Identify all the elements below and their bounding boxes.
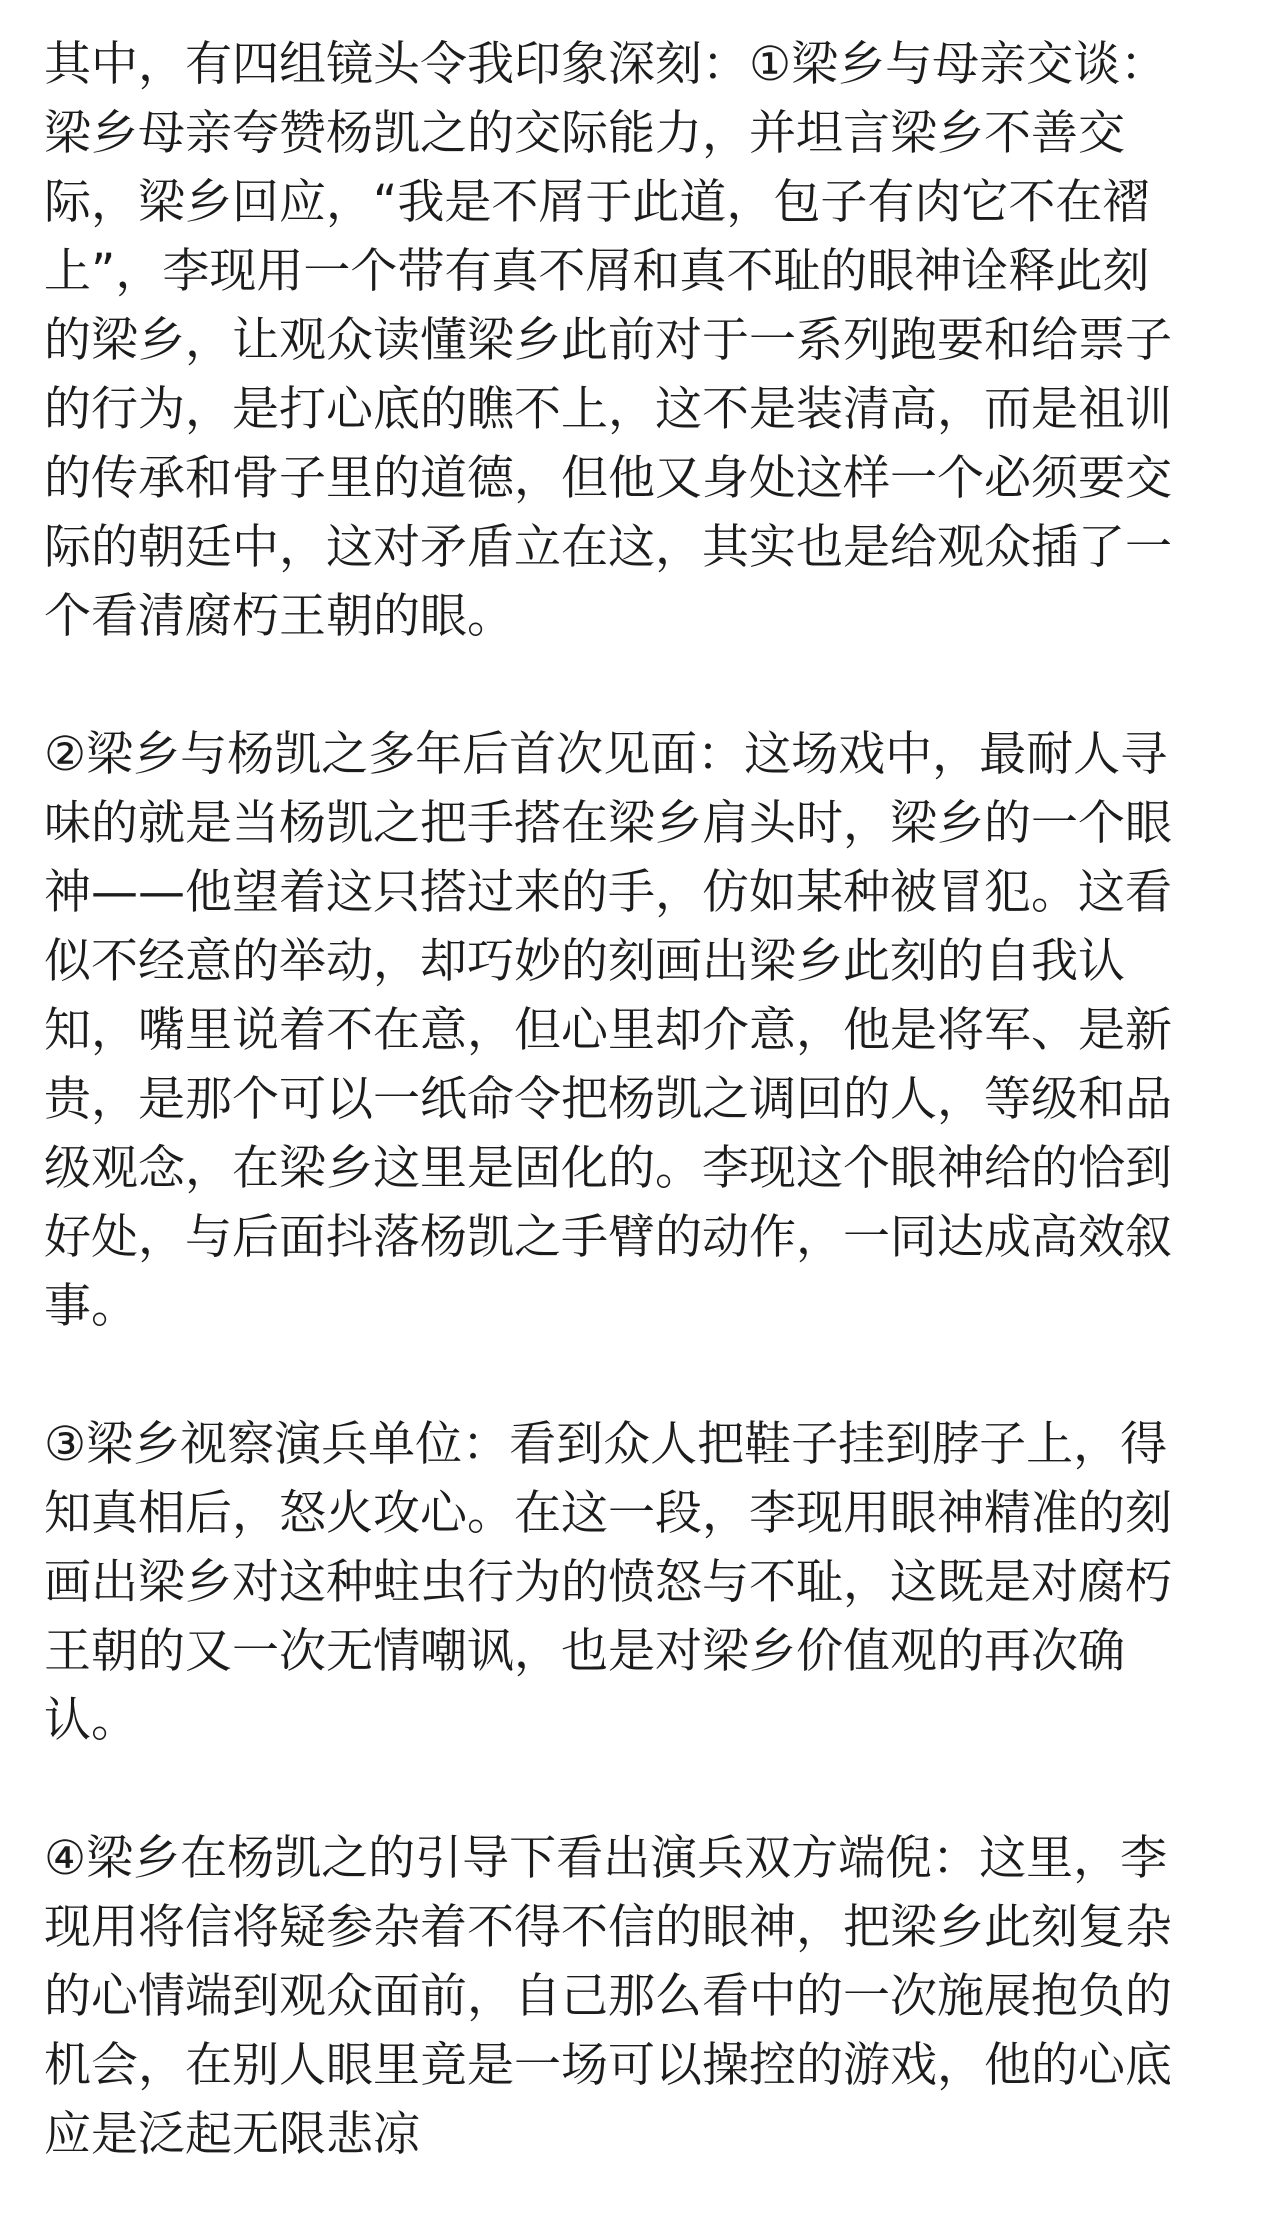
- text-line: 梁乡母亲夸赞杨凯之的交际能力，并坦言梁乡不善交: [44, 106, 1125, 161]
- text-line: 的行为，是打心底的瞧不上，这不是装清高，而是祖训: [44, 382, 1172, 437]
- text-line: 似不经意的举动，却巧妙的刻画出梁乡此刻的自我认: [44, 934, 1125, 989]
- text-line: 个看清腐朽王朝的眼。: [44, 589, 514, 644]
- text-line: 事。: [44, 1279, 138, 1334]
- text-line: ③梁乡视察演兵单位：看到众人把鞋子挂到脖子上，得: [44, 1417, 1168, 1472]
- text-line: 味的就是当杨凯之把手搭在梁乡肩头时，梁乡的一个眼: [44, 796, 1172, 851]
- text-line: 应是泛起无限悲凉: [44, 2107, 420, 2162]
- text-line: 神——他望着这只搭过来的手，仿如某种被冒犯。这看: [44, 865, 1172, 920]
- paragraph-2: [44, 720, 1240, 1341]
- text-line: ②梁乡与杨凯之多年后首次见面：这场戏中，最耐人寻: [44, 727, 1168, 782]
- paragraph-1: [44, 30, 1240, 651]
- text-line: 知，嘴里说着不在意，但心里却介意，他是将军、是新: [44, 1003, 1172, 1058]
- article-body: [44, 30, 1240, 2238]
- text-line: 的心情端到观众面前，自己那么看中的一次施展抱负的: [44, 1969, 1172, 2024]
- text-line: 认。: [44, 1693, 138, 1748]
- text-line: 现用将信将疑参杂着不得不信的眼神，把梁乡此刻复杂: [44, 1900, 1172, 1955]
- text-line: 贵，是那个可以一纸命令把杨凯之调回的人，等级和品: [44, 1072, 1172, 1127]
- text-line: 机会，在别人眼里竟是一场可以操控的游戏，他的心底: [44, 2038, 1172, 2093]
- text-line: 的传承和骨子里的道德，但他又身处这样一个必须要交: [44, 451, 1172, 506]
- text-line: 画出梁乡对这种蛀虫行为的愤怒与不耻，这既是对腐朽: [44, 1555, 1172, 1610]
- text-line: 的梁乡，让观众读懂梁乡此前对于一系列跑要和给票子: [44, 313, 1172, 368]
- text-line: 好处，与后面抖落杨凯之手臂的动作，一同达成高效叙: [44, 1210, 1172, 1265]
- text-line: 级观念，在梁乡这里是固化的。李现这个眼神给的恰到: [44, 1141, 1172, 1196]
- text-line: 际的朝廷中，这对矛盾立在这，其实也是给观众插了一: [44, 520, 1172, 575]
- text-line: 际，梁乡回应，“我是不屑于此道，包子有肉它不在褶: [44, 175, 1150, 230]
- paragraph-3: [44, 1410, 1240, 1755]
- text-line: ④梁乡在杨凯之的引导下看出演兵双方端倪：这里，李: [44, 1831, 1168, 1886]
- text-line: 其中，有四组镜头令我印象深刻：①梁乡与母亲交谈：: [44, 37, 1168, 92]
- text-line: 知真相后，怒火攻心。在这一段，李现用眼神精准的刻: [44, 1486, 1172, 1541]
- text-line: 上”，李现用一个带有真不屑和真不耻的眼神诠释此刻: [44, 244, 1150, 299]
- text-line: 王朝的又一次无情嘲讽，也是对梁乡价值观的再次确: [44, 1624, 1125, 1679]
- paragraph-4: [44, 1824, 1240, 2169]
